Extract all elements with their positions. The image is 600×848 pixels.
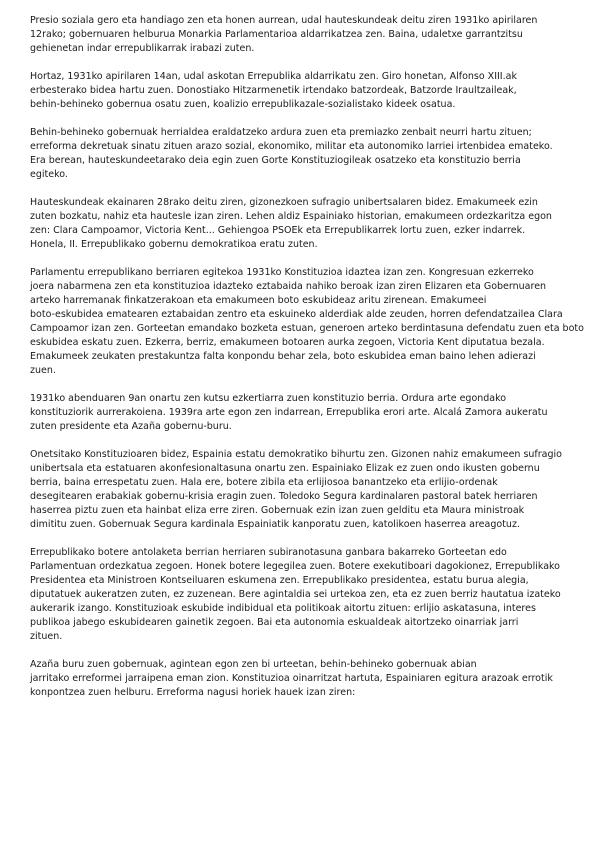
text-line: Presio soziala gero eta handiago zen eta honen aurrean, udal hauteskundeak deitu ziren 1931ko apirilaren <box>30 15 538 26</box>
text-line: erreforma dekretuak sinatu zituen arazo sozial, ekonomiko, militar eta autonomiko larriei irtenbidea emateko. <box>30 141 553 152</box>
text-line: Parlamentu errepublikano berriaren egitekoa 1931ko Konstituzioa idaztea izan zen. Kongresuan ezkerreko <box>30 267 534 278</box>
paragraph-4 <box>30 196 578 252</box>
text-line: Hortaz, 1931ko apirilaren 14an, udal askotan Errepublika aldarrikatu zen. Giro honetan, Alfonso XIII.ak <box>30 71 517 82</box>
text-line: gehienetan indar errepublikarrak irabazi zuten. <box>30 43 255 54</box>
text-line: joera nabarmena zen eta konstituzioa idazteko eztabaida nahiko beroak izan ziren Elizaren eta Gobernuaren <box>30 281 547 292</box>
text-line: 12rako; gobernuaren helburua Monarkia Parlamentarioa aldarrikatzea zen. Baina, udaletxe garrantzitsu <box>30 29 523 40</box>
paragraph-5 <box>30 266 584 378</box>
text-line: berria, baina errespetatu zuen. Hala ere, botere zibila eta erlijiosoa banantzeko eta erlijio-ordenak <box>30 477 498 488</box>
text-line: Errepublikako botere antolaketa berrian herriaren subiranotasuna ganbara bakarreko Gorteetan edo <box>30 547 507 558</box>
paragraph-1 <box>30 14 578 56</box>
text-line: eskubidea eskatu zuen. Ezkerra, berriz, emakumeen botoaren aurka zegoen, Victoria Kent diputatua bezala. <box>30 337 545 348</box>
text-line: Honela, II. Errepublikako gobernu demokratikoa eratu zuten. <box>30 239 318 250</box>
text-line: Presidentea eta Ministroen Kontseiluaren eskumena zen. Errepublikako presidentea, estatu buruа alegia, <box>30 575 529 586</box>
text-line: diputatuek aukeratzen zuten, ez zuzenean. Bere agintaldia sei urtekoa zen, eta ez zuen berriz hautatua izateko <box>30 589 561 600</box>
text-line: dimititu zuen. Gobernuak Segura kardinala Espainiatik kanporatu zuen, katolikoen haserrea areagotuz. <box>30 519 520 530</box>
text-line: haserrea piztu zuen eta hainbat eliza erre ziren. Gobernuak ezin izan zuen gelditu eta Maura ministroak <box>30 505 525 516</box>
text-line: aukerarik izango. Konstituzioak eskubide indibidual eta politikoak aitortu zituen: erlijio askatasuna, interes <box>30 603 536 614</box>
text-line: publikoa jabego eskubidearen gainetik zegoen. Bai eta autonomia eskualdeak aitortzeko oinarriak jarri <box>30 617 519 628</box>
text-line: konpontzea zuen helburu. Erreforma nagusi horiek hauek izan ziren: <box>30 687 356 698</box>
text-line: zuten presidente eta Azaña gobernu-buru. <box>30 421 232 432</box>
text-line: Campoamor izan zen. Gorteetan emandako bozketa estuan, generoen arteko berdintasuna defendatu zuen eta boto <box>30 323 584 334</box>
text-line: Behin-behineko gobernuak herrialdea eraldatzeko ardura zuen eta premiazko zenbait neurri hartu zituen; <box>30 127 532 138</box>
text-line: zuen. <box>30 365 56 376</box>
text-line: zuten bozkatu, nahiz eta hautesle izan ziren. Lehen aldiz Espainiako historian, emakumeen ordezkaritza egon <box>30 211 552 222</box>
paragraph-3 <box>30 126 578 182</box>
text-line: zen: Clara Campoamor, Victoria Kent... Gehiengoa PSOEk eta Errepublikarrek lortu zuen, ezker indarrek. <box>30 225 526 236</box>
text-line: 1931ko abenduaren 9an onartu zen kutsu ezkertiarra zuen konstituzio berria. Ordura arte egondako <box>30 393 507 404</box>
paragraph-6 <box>30 392 578 434</box>
paragraph-7 <box>30 448 578 532</box>
text-line: boto-eskubidea ematearen eztabaidan zentro eta eskuineko alderdiak alde zeuden, horren defendatzailea Clara <box>30 309 563 320</box>
text-line: egiteko. <box>30 169 68 180</box>
text-line: unibertsala eta estatuaren akonfesionaltasuna onartu zen. Espainiako Elizak ez zuen ondo ikusten gobernu <box>30 463 540 474</box>
document-page <box>30 14 584 714</box>
text-line: konstituziorik aurrerakoiena. 1939ra arte egon zen indarrean, Errepublika erori arte. Alcalá Zamora aukeratu <box>30 407 548 418</box>
text-line: desegitearen erabakiak gobernu-krisia eragin zuen. Toledoko Segura kardinalaren pastoral batek herriaren <box>30 491 538 502</box>
paragraph-2 <box>30 70 578 112</box>
paragraph-9 <box>30 658 578 700</box>
paragraph-8 <box>30 546 578 644</box>
text-line: Onetsitako Konstituzioaren bidez, Espainia estatu demokratiko bihurtu zen. Gizonen nahiz emakumeen sufragio <box>30 449 562 460</box>
text-line: behin-behineko gobernua osatu zuen, koalizio errepublikazale-sozialistako kideek osatua. <box>30 99 456 110</box>
text-line: Parlamentuan ordezkatua zegoen. Honek botere legegilea zuen. Botere exekutiboari dagokionez, Errepublikako <box>30 561 560 572</box>
text-line: Emakumeek zeukaten prestakuntza falta konpondu behar zela, boto eskubidea eman baino lehen adierazi <box>30 351 536 362</box>
text-line: Hauteskundeak ekainaren 28rako deitu ziren, gizonezkoen sufragio unibertsalaren bidez. Emakumeek ezin <box>30 197 538 208</box>
text-line: erbesterako bidea hartu zuen. Donostiako Hitzarmenetik irtendako batzordeak, Batzorde Iraultzaileak, <box>30 85 517 96</box>
text-line: Azaña buru zuen gobernuak, agintean egon zen bi urteetan, behin-behineko gobernuak abian <box>30 659 477 670</box>
text-line: arteko harremanak finkatzerakoan eta emakumeen boto eskubideaz aritu zirenean. Emakumeei <box>30 295 487 306</box>
text-line: Era berean, hauteskundeetarako deia egin zuen Gorte Konstituziogileak osatzeko eta konstituzio berria <box>30 155 521 166</box>
text-line: zituen. <box>30 631 63 642</box>
text-line: jarritako erreformei jarraipena eman zion. Konstituzioa oinarritzat hartuta, Espainiaren egitura arazoak errotik <box>30 673 553 684</box>
